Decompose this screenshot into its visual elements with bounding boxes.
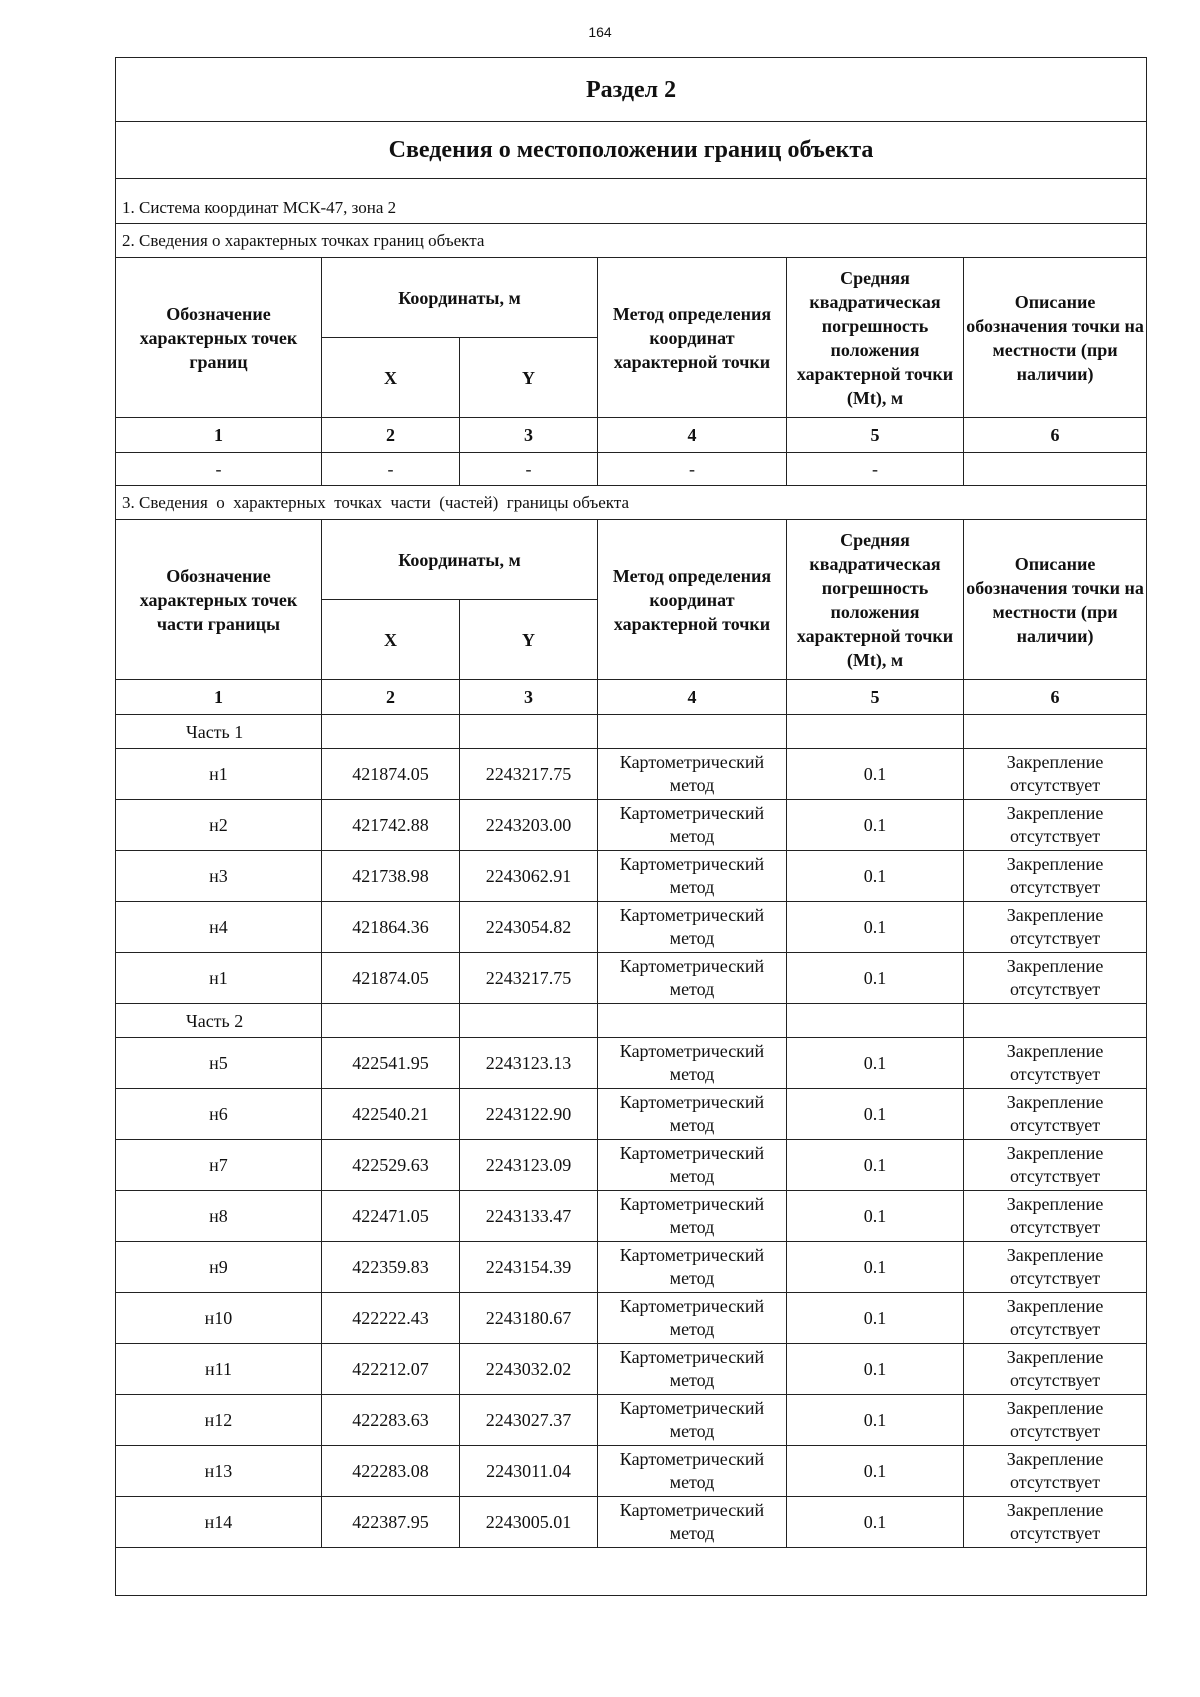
table-row xyxy=(116,953,1147,1004)
error-cell: 0.1 xyxy=(787,1242,964,1293)
x-cell: 422529.63 xyxy=(322,1140,460,1191)
point-cell: н9 xyxy=(116,1242,322,1293)
part-label: Часть 1 xyxy=(116,715,322,749)
method-cell: Картометрический метод xyxy=(598,1446,787,1497)
empty-cell xyxy=(460,1004,598,1038)
empty-cell xyxy=(964,453,1147,486)
description-cell: Закрепление отсутствует xyxy=(964,1038,1147,1089)
header-x: X xyxy=(322,600,460,680)
col-number: 4 xyxy=(598,418,787,453)
page-number: 164 xyxy=(588,24,612,40)
col-number: 3 xyxy=(460,680,598,715)
header-error: Средняя квадратическая погрешность положения характерной точки (Mt), м xyxy=(787,520,964,680)
empty-cell: - xyxy=(322,453,460,486)
y-cell: 2243032.02 xyxy=(460,1344,598,1395)
x-cell: 422540.21 xyxy=(322,1089,460,1140)
description-cell: Закрепление отсутствует xyxy=(964,749,1147,800)
document-table xyxy=(115,57,1146,1596)
x-cell: 422283.63 xyxy=(322,1395,460,1446)
table-row xyxy=(116,1497,1147,1548)
x-cell: 422359.83 xyxy=(322,1242,460,1293)
method-cell: Картометрический метод xyxy=(598,800,787,851)
y-cell: 2243217.75 xyxy=(460,953,598,1004)
method-cell: Картометрический метод xyxy=(598,1344,787,1395)
coord-system-row xyxy=(116,179,1147,224)
header-y: Y xyxy=(460,600,598,680)
point-cell: н3 xyxy=(116,851,322,902)
empty-cell: - xyxy=(460,453,598,486)
col-number: 6 xyxy=(964,418,1147,453)
error-cell: 0.1 xyxy=(787,1395,964,1446)
empty-cell: - xyxy=(116,453,322,486)
block3-header-row xyxy=(116,520,1147,600)
x-cell: 422471.05 xyxy=(322,1191,460,1242)
empty-cell xyxy=(116,1548,1147,1596)
table-row xyxy=(116,902,1147,953)
x-cell: 421874.05 xyxy=(322,749,460,800)
method-cell: Картометрический метод xyxy=(598,953,787,1004)
section-subtitle: Сведения о местоположении границ объекта xyxy=(116,122,1147,179)
col-number: 1 xyxy=(116,680,322,715)
table-row xyxy=(116,749,1147,800)
header-method: Метод определения координат характерной точки xyxy=(598,520,787,680)
block2-header-row xyxy=(116,258,1147,338)
method-cell: Картометрический метод xyxy=(598,1038,787,1089)
col-number: 4 xyxy=(598,680,787,715)
table-row xyxy=(116,851,1147,902)
error-cell: 0.1 xyxy=(787,1191,964,1242)
y-cell: 2243154.39 xyxy=(460,1242,598,1293)
x-cell: 421738.98 xyxy=(322,851,460,902)
header-coords: Координаты, м xyxy=(322,258,598,338)
header-designation: Обозначение характерных точек границ xyxy=(116,258,322,418)
y-cell: 2243005.01 xyxy=(460,1497,598,1548)
col-number: 1 xyxy=(116,418,322,453)
description-cell: Закрепление отсутствует xyxy=(964,953,1147,1004)
header-method: Метод определения координат характерной точки xyxy=(598,258,787,418)
x-cell: 422541.95 xyxy=(322,1038,460,1089)
table-row xyxy=(116,1089,1147,1140)
method-cell: Картометрический метод xyxy=(598,851,787,902)
description-cell: Закрепление отсутствует xyxy=(964,1395,1147,1446)
y-cell: 2243133.47 xyxy=(460,1191,598,1242)
method-cell: Картометрический метод xyxy=(598,1242,787,1293)
table-row xyxy=(116,1344,1147,1395)
table-row xyxy=(116,1140,1147,1191)
table-row xyxy=(116,1038,1147,1089)
point-cell: н6 xyxy=(116,1089,322,1140)
y-cell: 2243062.91 xyxy=(460,851,598,902)
block3-title: 3. Сведения о характерных точках части (частей) границы объекта xyxy=(116,486,1147,520)
error-cell: 0.1 xyxy=(787,953,964,1004)
point-cell: н1 xyxy=(116,749,322,800)
section-title: Раздел 2 xyxy=(116,58,1147,122)
coord-system-line: 1. Система координат МСК-47, зона 2 xyxy=(116,179,1147,224)
y-cell: 2243180.67 xyxy=(460,1293,598,1344)
error-cell: 0.1 xyxy=(787,800,964,851)
empty-cell xyxy=(460,715,598,749)
empty-cell xyxy=(322,1004,460,1038)
y-cell: 2243122.90 xyxy=(460,1089,598,1140)
block2-title-row xyxy=(116,224,1147,258)
description-cell: Закрепление отсутствует xyxy=(964,1191,1147,1242)
block2-colnum-row xyxy=(116,418,1147,453)
point-cell: н11 xyxy=(116,1344,322,1395)
x-cell: 422283.08 xyxy=(322,1446,460,1497)
x-cell: 422222.43 xyxy=(322,1293,460,1344)
description-cell: Закрепление отсутствует xyxy=(964,800,1147,851)
description-cell: Закрепление отсутствует xyxy=(964,1242,1147,1293)
section-subtitle-row xyxy=(116,122,1147,179)
point-cell: н13 xyxy=(116,1446,322,1497)
error-cell: 0.1 xyxy=(787,1038,964,1089)
header-error: Средняя квадратическая погрешность положения характерной точки (Mt), м xyxy=(787,258,964,418)
table-row xyxy=(116,1191,1147,1242)
y-cell: 2243203.00 xyxy=(460,800,598,851)
y-cell: 2243123.13 xyxy=(460,1038,598,1089)
table-row xyxy=(116,1395,1147,1446)
x-cell: 421864.36 xyxy=(322,902,460,953)
error-cell: 0.1 xyxy=(787,902,964,953)
error-cell: 0.1 xyxy=(787,1446,964,1497)
col-number: 3 xyxy=(460,418,598,453)
y-cell: 2243123.09 xyxy=(460,1140,598,1191)
point-cell: н5 xyxy=(116,1038,322,1089)
point-cell: н14 xyxy=(116,1497,322,1548)
error-cell: 0.1 xyxy=(787,1497,964,1548)
error-cell: 0.1 xyxy=(787,1344,964,1395)
method-cell: Картометрический метод xyxy=(598,1293,787,1344)
part-label-row xyxy=(116,1004,1147,1038)
point-cell: н7 xyxy=(116,1140,322,1191)
section-title-row xyxy=(116,58,1147,122)
empty-cell xyxy=(598,715,787,749)
col-number: 6 xyxy=(964,680,1147,715)
col-number: 5 xyxy=(787,418,964,453)
point-cell: н8 xyxy=(116,1191,322,1242)
trailing-empty-row xyxy=(116,1548,1147,1596)
description-cell: Закрепление отсутствует xyxy=(964,851,1147,902)
block3-colnum-row xyxy=(116,680,1147,715)
header-x: X xyxy=(322,338,460,418)
empty-cell xyxy=(787,1004,964,1038)
header-coords: Координаты, м xyxy=(322,520,598,600)
method-cell: Картометрический метод xyxy=(598,1497,787,1548)
x-cell: 421874.05 xyxy=(322,953,460,1004)
description-cell: Закрепление отсутствует xyxy=(964,1497,1147,1548)
table-row xyxy=(116,800,1147,851)
part-label-row xyxy=(116,715,1147,749)
col-number: 2 xyxy=(322,418,460,453)
header-y: Y xyxy=(460,338,598,418)
empty-cell: - xyxy=(598,453,787,486)
description-cell: Закрепление отсутствует xyxy=(964,1446,1147,1497)
table-row xyxy=(116,1446,1147,1497)
method-cell: Картометрический метод xyxy=(598,902,787,953)
method-cell: Картометрический метод xyxy=(598,1089,787,1140)
col-number: 5 xyxy=(787,680,964,715)
y-cell: 2243011.04 xyxy=(460,1446,598,1497)
error-cell: 0.1 xyxy=(787,851,964,902)
method-cell: Картометрический метод xyxy=(598,1140,787,1191)
header-designation: Обозначение характерных точек части границы xyxy=(116,520,322,680)
x-cell: 422387.95 xyxy=(322,1497,460,1548)
table-row xyxy=(116,1293,1147,1344)
block3-title-row xyxy=(116,486,1147,520)
point-cell: н12 xyxy=(116,1395,322,1446)
x-cell: 421742.88 xyxy=(322,800,460,851)
description-cell: Закрепление отсутствует xyxy=(964,1140,1147,1191)
method-cell: Картометрический метод xyxy=(598,1395,787,1446)
method-cell: Картометрический метод xyxy=(598,1191,787,1242)
error-cell: 0.1 xyxy=(787,749,964,800)
section-table xyxy=(115,57,1147,1596)
description-cell: Закрепление отсутствует xyxy=(964,1293,1147,1344)
y-cell: 2243054.82 xyxy=(460,902,598,953)
error-cell: 0.1 xyxy=(787,1140,964,1191)
error-cell: 0.1 xyxy=(787,1293,964,1344)
header-description: Описание обозначения точки на местности (при наличии) xyxy=(964,520,1147,680)
point-cell: н1 xyxy=(116,953,322,1004)
error-cell: 0.1 xyxy=(787,1089,964,1140)
point-cell: н10 xyxy=(116,1293,322,1344)
empty-cell: - xyxy=(787,453,964,486)
header-description: Описание обозначения точки на местности (при наличии) xyxy=(964,258,1147,418)
x-cell: 422212.07 xyxy=(322,1344,460,1395)
block2-title: 2. Сведения о характерных точках границ объекта xyxy=(116,224,1147,258)
description-cell: Закрепление отсутствует xyxy=(964,1089,1147,1140)
y-cell: 2243027.37 xyxy=(460,1395,598,1446)
description-cell: Закрепление отсутствует xyxy=(964,902,1147,953)
y-cell: 2243217.75 xyxy=(460,749,598,800)
method-cell: Картометрический метод xyxy=(598,749,787,800)
empty-cell xyxy=(598,1004,787,1038)
empty-cell xyxy=(964,1004,1147,1038)
col-number: 2 xyxy=(322,680,460,715)
empty-cell xyxy=(787,715,964,749)
part-label: Часть 2 xyxy=(116,1004,322,1038)
description-cell: Закрепление отсутствует xyxy=(964,1344,1147,1395)
block2-empty-row xyxy=(116,453,1147,486)
empty-cell xyxy=(322,715,460,749)
table-row xyxy=(116,1242,1147,1293)
empty-cell xyxy=(964,715,1147,749)
point-cell: н4 xyxy=(116,902,322,953)
point-cell: н2 xyxy=(116,800,322,851)
